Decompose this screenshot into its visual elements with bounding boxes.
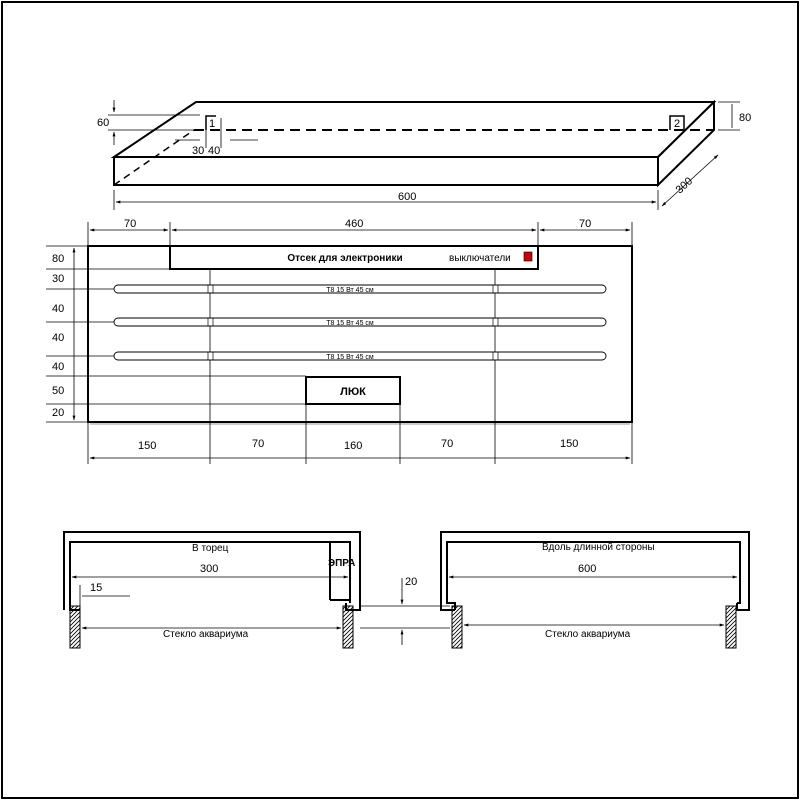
dim-iso-width: 600 <box>398 191 417 203</box>
gap-dimension <box>360 578 450 645</box>
dim-top-left: 70 <box>124 218 137 230</box>
switch-indicator <box>524 252 532 261</box>
section-long-dims <box>449 577 737 625</box>
section-long-glass: Стекло аквариума <box>545 629 631 640</box>
dim-bottom-4: 150 <box>560 438 579 450</box>
dim-top-right: 70 <box>579 218 592 230</box>
section-end-dims <box>72 577 348 628</box>
section-long-title: Вдоль длинной стороны <box>542 542 655 553</box>
dim-iso-d1: 30 <box>192 145 205 157</box>
dim-bottom-2: 160 <box>344 440 363 452</box>
section-end-title: В торец <box>192 543 229 554</box>
isometric-view <box>114 102 714 185</box>
switches-label: выключатели <box>449 253 511 264</box>
dim-left-6: 20 <box>52 407 65 419</box>
dim-bottom-0: 150 <box>138 440 157 452</box>
glass-left-2 <box>452 606 462 648</box>
dim-left-2: 40 <box>52 303 65 315</box>
dim-bottom-3: 70 <box>441 438 454 450</box>
dim-left-4: 40 <box>52 361 65 373</box>
hatch-label: ЛЮК <box>340 386 366 398</box>
dim-left-1: 30 <box>52 273 65 285</box>
dim-bottom-1: 70 <box>252 438 265 450</box>
glass-right-2 <box>726 606 736 648</box>
section-end-lip: 15 <box>90 582 103 594</box>
dim-iso-height: 60 <box>97 117 110 129</box>
epra-label: ЭПРА <box>328 558 356 569</box>
section-end-width: 300 <box>200 563 219 575</box>
lamp-tube-3 <box>114 352 606 361</box>
dim-iso-depth: 80 <box>739 112 752 124</box>
dim-left-5: 50 <box>52 385 65 397</box>
dim-left-0: 80 <box>52 253 65 265</box>
marker-1: 1 <box>209 118 216 130</box>
section-long-width: 600 <box>578 563 597 575</box>
dim-left-3: 40 <box>52 332 65 344</box>
lamp-label-2: T8 15 Вт 45 см <box>326 320 374 327</box>
lamp-tube-1 <box>114 285 606 294</box>
dim-iso-d2: 40 <box>208 145 221 157</box>
section-end-glass: Стекло аквариума <box>163 629 249 640</box>
gap-value: 20 <box>405 576 418 588</box>
lamp-label-1: T8 15 Вт 45 см <box>326 287 374 294</box>
dim-top-middle: 460 <box>345 218 364 230</box>
lamp-label-3: T8 15 Вт 45 см <box>326 354 374 361</box>
lamp-tube-2 <box>114 318 606 327</box>
compartment-label: Отсек для электроники <box>287 253 403 264</box>
dim-iso-side: 300 <box>673 175 696 197</box>
glass-left-1 <box>70 606 80 648</box>
glass-right-1 <box>343 606 353 648</box>
marker-2: 2 <box>674 118 681 130</box>
